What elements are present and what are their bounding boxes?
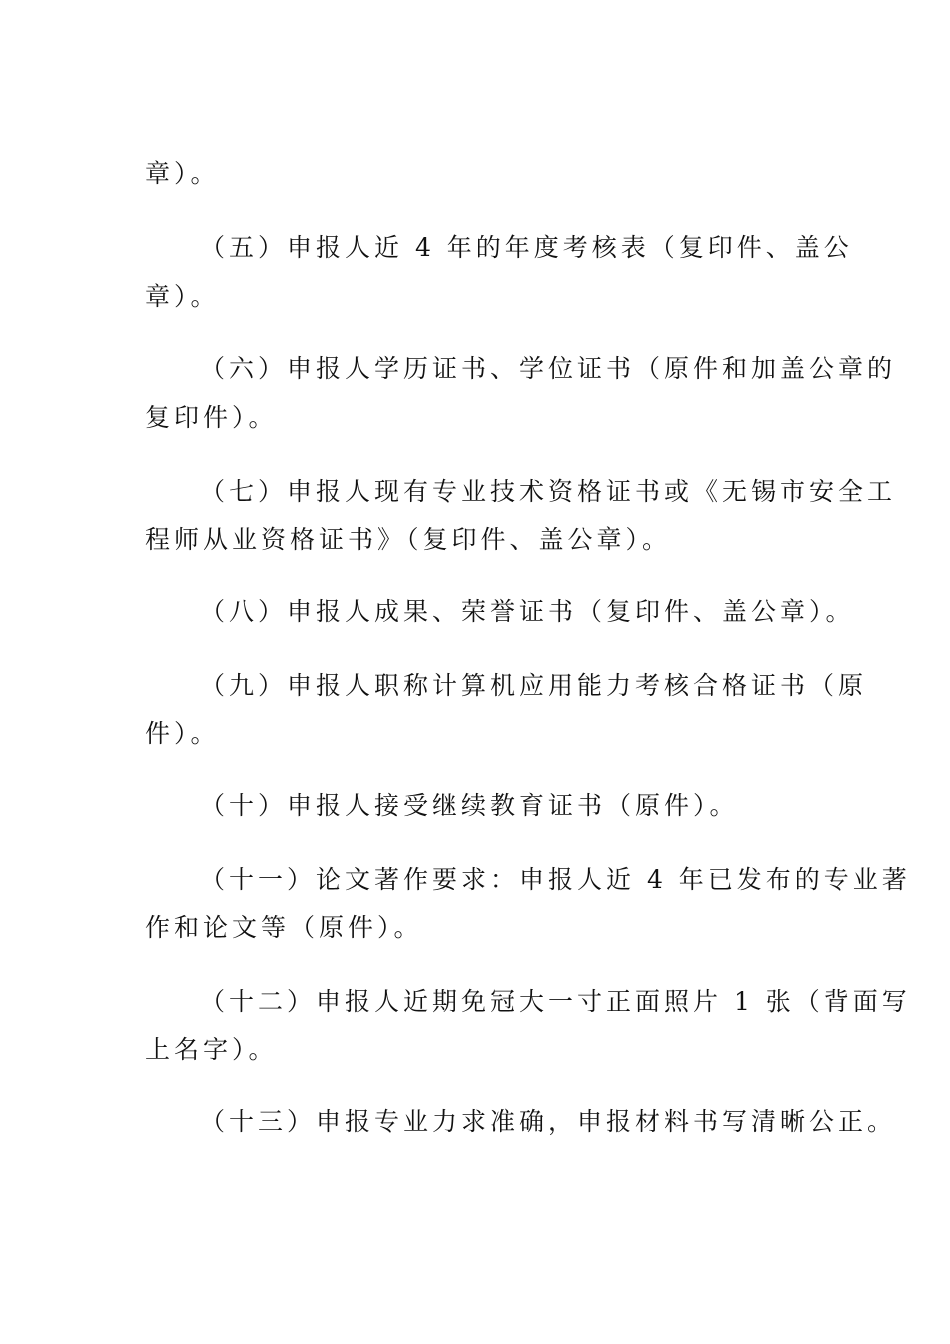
item-7-line-2: 程师从业资格证书》（复印件、盖公章）。 [145,525,672,554]
item-11-line-1: （十一）论文著作要求：申报人近 4 年已发布的专业著 [200,865,911,894]
item-6-line-1: （六）申报人学历证书、学位证书（原件和加盖公章的 [200,354,897,383]
item-13-line-1: （十三）申报专业力求准确，申报材料书写清晰公正。 [200,1107,897,1136]
item-9-line-2: 件）。 [145,719,220,748]
item-10-line-1: （十）申报人接受继续教育证书（原件）。 [200,791,739,820]
item-12-line-2: 上名字）。 [145,1035,278,1064]
text-line-continuation: 章）。 [145,159,220,188]
item-5-line-2: 章）。 [145,282,220,311]
item-6-line-2: 复印件）。 [145,403,278,432]
item-9-line-1: （九）申报人职称计算机应用能力考核合格证书（原 [200,671,868,700]
item-7-line-1: （七）申报人现有专业技术资格证书或《无锡市安全工 [200,477,897,506]
item-8-line-1: （八）申报人成果、荣誉证书（复印件、盖公章）。 [200,597,855,626]
item-11-line-2: 作和论文等（原件）。 [145,913,423,942]
item-12-line-1: （十二）申报人近期免冠大一寸正面照片 1 张（背面写 [200,987,911,1016]
item-5-line-1: （五）申报人近 4 年的年度考核表（复印件、盖公 [200,233,853,262]
